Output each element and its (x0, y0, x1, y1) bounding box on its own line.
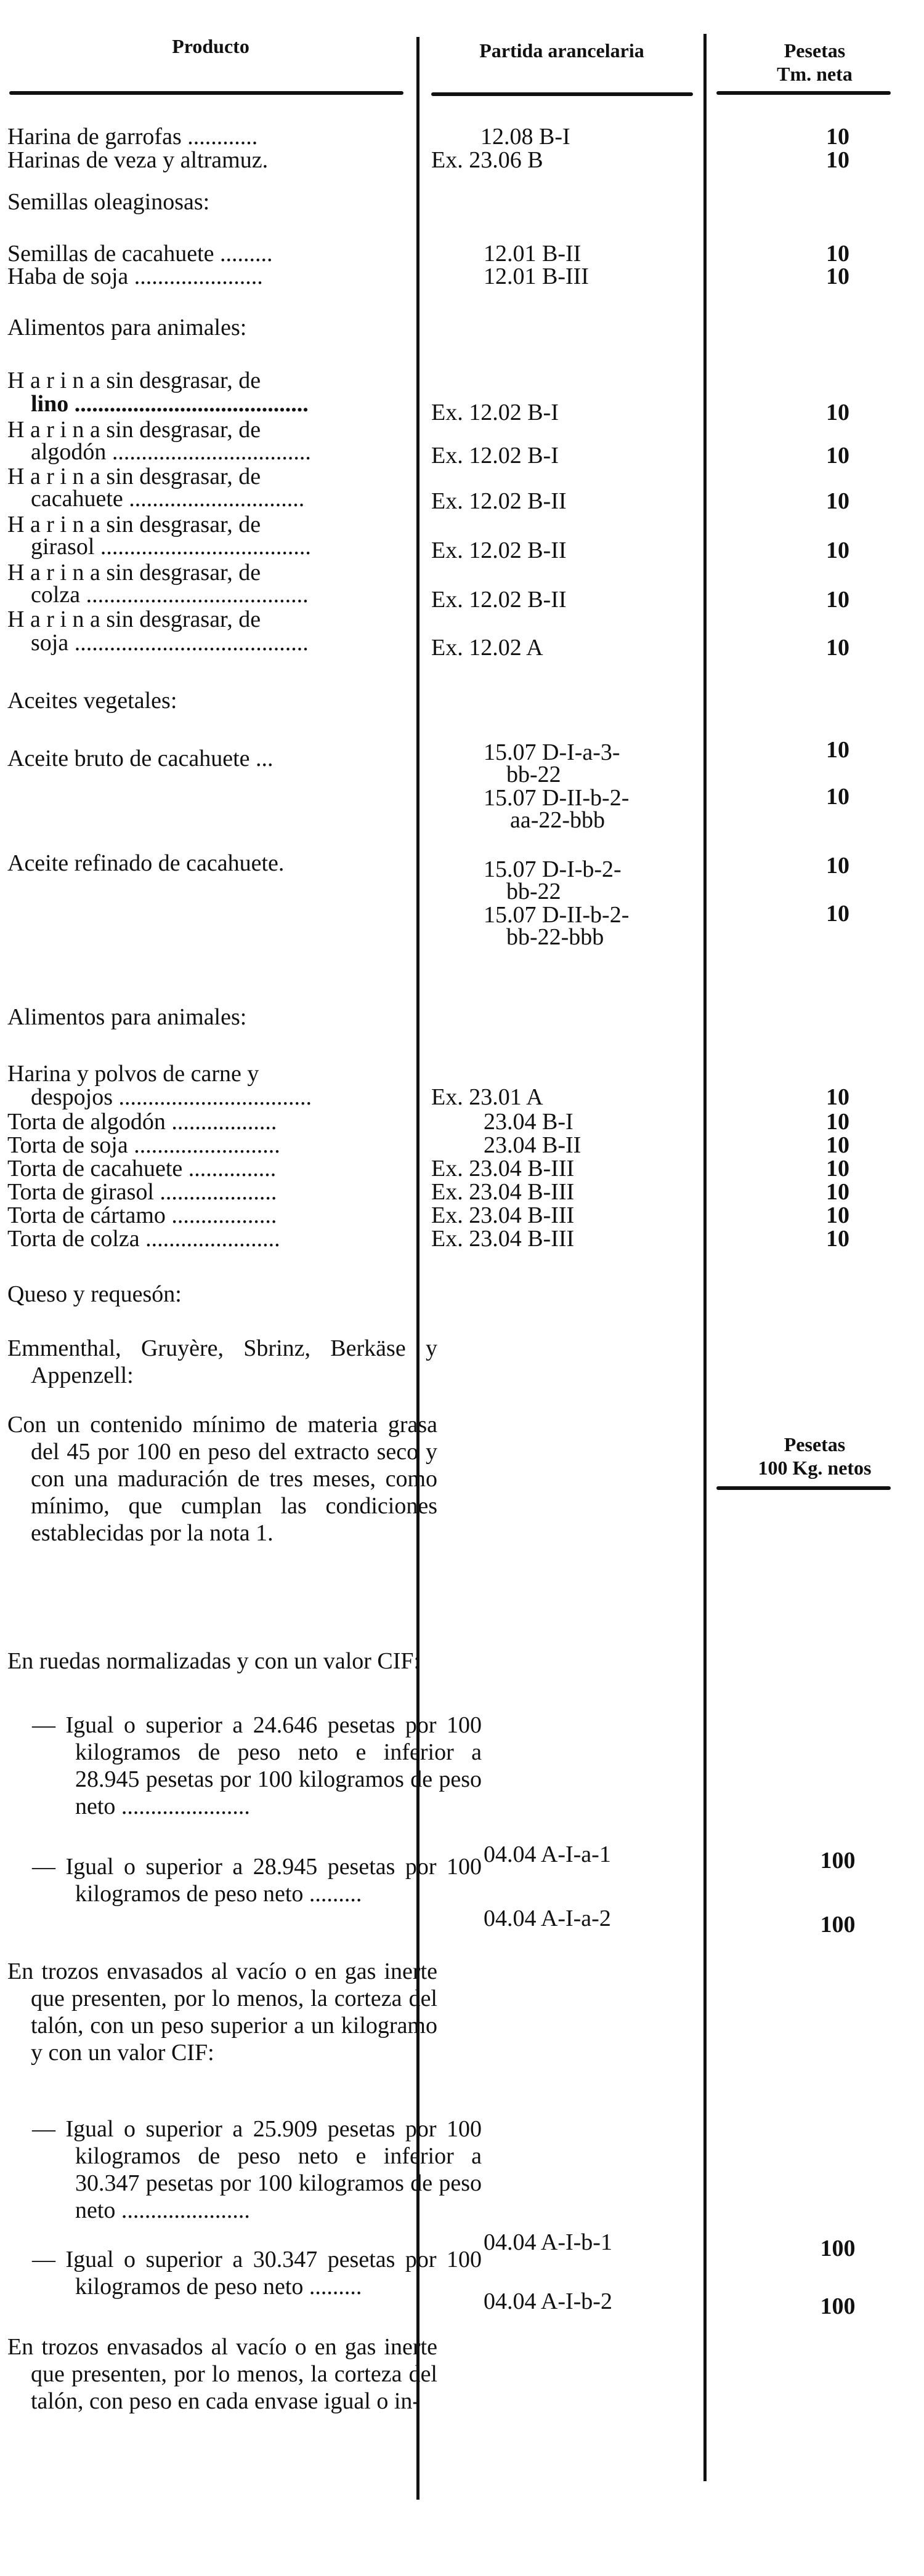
tariff-code-line1: 15.07 D-II-b-2- (484, 785, 630, 811)
duty-value: 10 (826, 737, 849, 763)
tariff-code-line2: bb-22-bbb (506, 924, 604, 950)
tariff-code: Ex. 23.04 B-III (431, 1202, 575, 1228)
duty-value: 10 (826, 1202, 849, 1228)
duty-value: 10 (826, 1226, 849, 1252)
product-name-line2: cacahuete .............................. (31, 486, 305, 512)
tariff-code-line2: aa-22-bbb (510, 807, 606, 833)
trozos2-intro: En trozos envasados al vacío o en gas inerte que presenten, por lo menos, la corteza del talón, con peso en cada envase igual o in- (7, 2334, 437, 2414)
duty-value: 10 (826, 124, 849, 150)
duty-value: 100 (820, 2236, 856, 2261)
tariff-code: Ex. 12.02 B-II (431, 537, 567, 563)
tariff-code: Ex. 12.02 B-I (431, 400, 559, 425)
tariff-code: Ex. 23.04 B-III (431, 1226, 575, 1252)
tariff-code-line1: 15.07 D-I-a-3- (484, 739, 620, 765)
product-name: Harina de garrofas ............ (7, 124, 258, 150)
product-name: Aceite refinado de cacahuete. (7, 850, 285, 876)
product-name: Harinas de veza y altramuz. (7, 147, 269, 173)
product-name-line1: H a r i n a sin desgrasar, de (7, 417, 261, 443)
product-name-line2: girasol .................................... (31, 534, 311, 560)
product-name: Torta de cacahuete ............... (7, 1156, 277, 1181)
tariff-code: 23.04 B-II (484, 1132, 582, 1158)
product-name: Torta de cártamo .................. (7, 1202, 277, 1228)
product-name: Aceite bruto de cacahuete ... (7, 746, 274, 771)
trozos-item-2: — Igual o superior a 30.347 pesetas por 100 kilogramos de peso neto ......... (32, 2247, 482, 2300)
tariff-code-line1: 15.07 D-II-b-2- (484, 902, 630, 928)
header-partida: Partida arancelaria (479, 39, 644, 62)
ruedas-item-2: — Igual o superior a 28.945 pesetas por 100 kilogramos de peso neto ......... (32, 1854, 482, 1907)
tariff-code: Ex. 23.06 B (431, 147, 543, 173)
duty-value: 10 (826, 443, 849, 469)
tariff-code: 04.04 A-I-a-2 (484, 1906, 611, 1931)
product-name-line1: H a r i n a sin desgrasar, de (7, 560, 261, 586)
tariff-code: Ex. 12.02 B-I (431, 443, 559, 469)
tariff-code-line2: bb-22 (506, 879, 561, 904)
tariff-code: 04.04 A-I-a-1 (484, 1841, 611, 1867)
product-name: Torta de soja ......................... (7, 1132, 280, 1158)
section-heading: Semillas oleaginosas: (7, 189, 210, 215)
header-pesetas-1: Pesetas (784, 39, 846, 62)
duty-value: 10 (826, 147, 849, 173)
section-heading: Alimentos para animales: (7, 315, 247, 340)
tariff-code: Ex. 23.04 B-III (431, 1179, 575, 1205)
product-name: Semillas de cacahuete ......... (7, 241, 273, 267)
header-rule-1 (9, 91, 403, 95)
duty-value: 100 (820, 1848, 856, 1874)
column-divider-2 (703, 34, 707, 2481)
section-heading: Alimentos para animales: (7, 1004, 247, 1030)
tariff-code: Ex. 23.01 A (431, 1084, 543, 1110)
header-rule-3 (716, 91, 891, 95)
tariff-code: Ex. 12.02 A (431, 635, 543, 661)
duty-value: 10 (826, 241, 849, 267)
duty-value: 10 (826, 1156, 849, 1181)
duty-value: 10 (826, 1179, 849, 1205)
duty-value: 10 (826, 635, 849, 661)
trozos-intro: En trozos envasados al vacío o en gas inerte que presenten, por lo menos, la corteza del talón, con un peso superior a un kilogramo y con un valor CIF: (7, 1958, 437, 2066)
tariff-code: 23.04 B-I (484, 1109, 573, 1135)
duty-value: 10 (826, 488, 849, 514)
duty-value: 100 (820, 1912, 856, 1938)
product-name-line2: soja ........................................ (31, 630, 309, 656)
header2-pesetas-2: 100 Kg. netos (758, 1457, 872, 1479)
product-name-line1: H a r i n a sin desgrasar, de (7, 368, 261, 393)
product-name: Torta de girasol .................... (7, 1179, 277, 1205)
tariff-code: Ex. 12.02 B-II (431, 488, 567, 514)
tariff-code: Ex. 23.04 B-III (431, 1156, 575, 1181)
duty-value: 10 (826, 400, 849, 425)
duty-value: 10 (826, 901, 849, 927)
product-name-line1: H a r i n a sin desgrasar, de (7, 512, 261, 537)
product-name-line1: H a r i n a sin desgrasar, de (7, 606, 261, 632)
tariff-code: Ex. 12.02 B-II (431, 587, 567, 613)
duty-value: 10 (826, 264, 849, 289)
header-rule-2 (431, 92, 693, 96)
header-pesetas-2: Tm. neta (777, 63, 853, 85)
tariff-code: 12.01 B-III (484, 264, 589, 289)
cheese-varieties: Emmenthal, Gruyère, Sbrinz, Berkäse y Appenzell: (7, 1335, 437, 1388)
tariff-code: 04.04 A-I-b-1 (484, 2229, 612, 2255)
section-heading: Queso y requesón: (7, 1281, 182, 1307)
tariff-code-line2: bb-22 (506, 762, 561, 787)
duty-value: 10 (826, 537, 849, 563)
product-name: Torta de colza ....................... (7, 1226, 280, 1252)
tariff-code: 12.01 B-II (484, 241, 582, 267)
tariff-code-line1: 15.07 D-I-b-2- (484, 856, 622, 882)
duty-value: 10 (826, 587, 849, 613)
duty-value: 10 (826, 853, 849, 879)
ruedas-item-1: — Igual o superior a 24.646 pesetas por 100 kilogramos de peso neto e inferior a 28.945 pesetas por 100 kilogramos de peso neto ...................... (32, 1712, 482, 1819)
product-name-line2: colza ...................................... (31, 582, 309, 608)
duty-value: 100 (820, 2293, 856, 2319)
product-name-line2: algodón .................................. (31, 439, 311, 465)
product-name-line2: lino ........................................ (31, 391, 309, 417)
duty-value: 10 (826, 1109, 849, 1135)
product-name-line1: H a r i n a sin desgrasar, de (7, 464, 261, 489)
tariff-code: 12.08 B-I (480, 124, 570, 150)
product-name-line2: despojos ................................. (31, 1084, 312, 1110)
cheese-condition: Con un contenido mínimo de materia grasa del 45 por 100 en peso del extracto seco y con una maduración de tres meses, como mínimo, que cumplan las condiciones establecidas por la nota 1. (7, 1412, 437, 1546)
duty-value: 10 (826, 1132, 849, 1158)
duty-value: 10 (826, 784, 849, 810)
header-producto: Producto (172, 35, 249, 57)
header2-pesetas-1: Pesetas (784, 1433, 846, 1455)
ruedas-intro: En ruedas normalizadas y con un valor CIF: (7, 1648, 421, 1674)
product-name: Torta de algodón .................. (7, 1109, 277, 1135)
trozos-item-1: — Igual o superior a 25.909 pesetas por 100 kilogramos de peso neto e inferior a 30.347 pesetas por 100 kilogramos de peso neto ...................... (32, 2116, 482, 2223)
product-name: Haba de soja ...................... (7, 264, 263, 289)
section-heading: Aceites vegetales: (7, 688, 177, 714)
header2-rule (716, 1486, 891, 1490)
duty-value: 10 (826, 1084, 849, 1110)
tariff-code: 04.04 A-I-b-2 (484, 2288, 612, 2314)
product-name-line1: Harina y polvos de carne y (7, 1061, 259, 1087)
